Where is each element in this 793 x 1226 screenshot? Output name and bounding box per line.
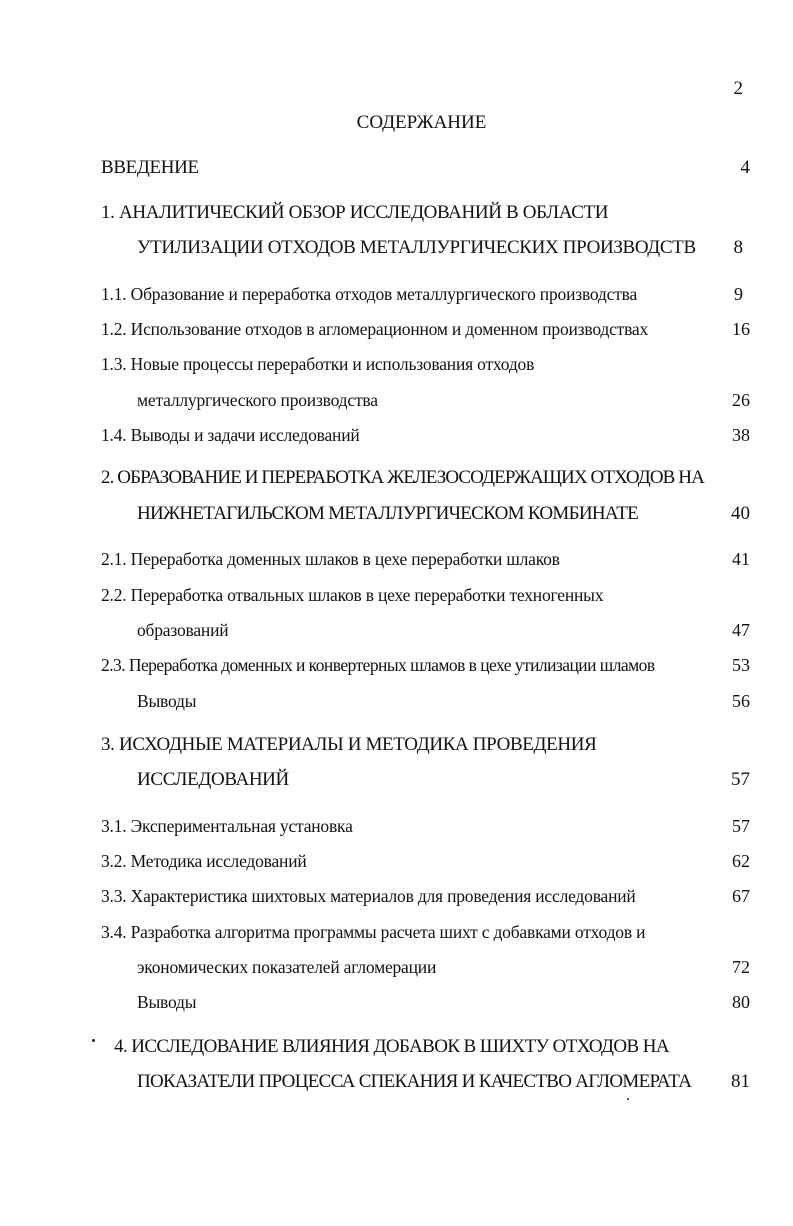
toc-section-1-4: [0, 420, 793, 450]
toc-chapter-1-line2: [0, 233, 793, 263]
toc-chapter-4-line2: [0, 1067, 793, 1097]
toc-page-number: 41: [732, 549, 750, 569]
toc-chapter-4-line1: [0, 1032, 793, 1062]
toc-entry-text: 1.3. Новые процессы переработки и использования отходов: [101, 354, 535, 374]
toc-section-2-conclusions: [0, 686, 793, 716]
toc-page-number: 8: [733, 237, 743, 258]
toc-section-3-3: [0, 881, 793, 911]
toc-entry-text: НИЖНЕТАГИЛЬСКОМ МЕТАЛЛУРГИЧЕСКОМ КОМБИНАТЕ: [137, 503, 639, 524]
toc-page-number: 9: [734, 284, 743, 304]
scan-speck: [92, 1039, 95, 1042]
toc-page-number: 57: [732, 816, 750, 836]
toc-chapter-1-line1: [0, 198, 793, 228]
toc-page-number: 62: [732, 851, 750, 871]
toc-page-number: 38: [732, 425, 750, 445]
toc-entry-text: Выводы: [137, 992, 197, 1012]
toc-section-1-3-line1: [0, 349, 793, 379]
toc-page-number: 53: [732, 655, 750, 675]
toc-section-3-2: [0, 846, 793, 876]
toc-entry-text: УТИЛИЗАЦИИ ОТХОДОВ МЕТАЛЛУРГИЧЕСКИХ ПРОИЗВОДСТВ: [137, 237, 696, 258]
toc-entry-text: Выводы: [137, 691, 197, 711]
toc-section-2-2-line1: [0, 580, 793, 610]
toc-page-number: 4: [740, 157, 750, 178]
toc-entry-text: металлургического производства: [137, 390, 378, 410]
toc-entry-text: 3.2. Методика исследований: [101, 851, 307, 871]
toc-page-number: 57: [731, 769, 750, 790]
toc-entry-text: образований: [137, 620, 229, 640]
toc-entry-text: 1.4. Выводы и задачи исследований: [101, 425, 360, 445]
toc-section-2-3: [0, 650, 793, 680]
toc-section-3-1: [0, 811, 793, 841]
toc-entry-text: 3.1. Экспериментальная установка: [101, 816, 353, 836]
toc-page-number: 81: [731, 1071, 750, 1092]
toc-page-number: 80: [732, 992, 750, 1012]
toc-section-3-4-line1: [0, 917, 793, 947]
toc-page-number: 72: [732, 957, 750, 977]
toc-entry-text: 3.3. Характеристика шихтовых материалов для проведения исследований: [101, 886, 636, 906]
toc-section-1-2: [0, 314, 793, 344]
toc-page-number: 47: [732, 620, 750, 640]
toc-page-number: 56: [732, 691, 750, 711]
toc-section-2-2-line2: [0, 615, 793, 645]
page-number: 2: [733, 78, 743, 99]
toc-section-1-3-line2: [0, 385, 793, 415]
toc-page-number: 26: [732, 390, 750, 410]
toc-entry-text: ВВЕДЕНИЕ: [101, 157, 199, 178]
toc-entry-text: 1.1. Образование и переработка отходов металлургического производства: [101, 284, 638, 304]
toc-page-number: 40: [731, 503, 750, 524]
toc-entry-text: ПОКАЗАТЕЛИ ПРОЦЕССА СПЕКАНИЯ И КАЧЕСТВО АГЛОМЕРАТА: [137, 1071, 692, 1092]
toc-entry-text: 4. ИССЛЕДОВАНИЕ ВЛИЯНИЯ ДОБАВОК В ШИХТУ ОТХОДОВ НА: [114, 1036, 669, 1057]
toc-chapter-3-line1: [0, 730, 793, 760]
toc-chapter-2-line1: [0, 463, 793, 493]
scan-speck: [627, 1098, 629, 1100]
toc-chapter-2-line2: [0, 499, 793, 529]
toc-section-1-1: [0, 279, 793, 309]
toc-section-2-1: [0, 544, 793, 574]
toc-entry-text: 2.1. Переработка доменных шлаков в цехе переработки шлаков: [101, 549, 560, 569]
toc-entry-text: 2. ОБРАЗОВАНИЕ И ПЕРЕРАБОТКА ЖЕЛЕЗОСОДЕРЖАЩИХ ОТХОДОВ НА: [101, 467, 704, 488]
toc-entry-text: 1.2. Использование отходов в агломерационном и доменном производствах: [101, 319, 649, 339]
page-title: СОДЕРЖАНИЕ: [356, 112, 487, 133]
toc-section-3-4-line2: [0, 952, 793, 982]
toc-entry-intro: [0, 153, 793, 183]
toc-chapter-3-line2: [0, 765, 793, 795]
toc-entry-text: 2.3. Переработка доменных и конвертерных шламов в цехе утилизации шламов: [101, 655, 655, 675]
toc-entry-text: 3. ИСХОДНЫЕ МАТЕРИАЛЫ И МЕТОДИКА ПРОВЕДЕНИЯ: [101, 734, 597, 755]
toc-entry-text: 1. АНАЛИТИЧЕСКИЙ ОБЗОР ИССЛЕДОВАНИЙ В ОБЛАСТИ: [101, 202, 609, 223]
toc-page-number: 67: [732, 886, 750, 906]
toc-entry-text: ИССЛЕДОВАНИЙ: [137, 769, 289, 790]
toc-entry-text: 2.2. Переработка отвальных шлаков в цехе переработки техногенных: [101, 585, 604, 605]
toc-page-number: 16: [732, 319, 750, 339]
toc-section-3-conclusions: [0, 987, 793, 1017]
toc-entry-text: экономических показателей агломерации: [137, 957, 437, 977]
toc-entry-text: 3.4. Разработка алгоритма программы расчета шихт с добавками отходов и: [101, 922, 646, 942]
